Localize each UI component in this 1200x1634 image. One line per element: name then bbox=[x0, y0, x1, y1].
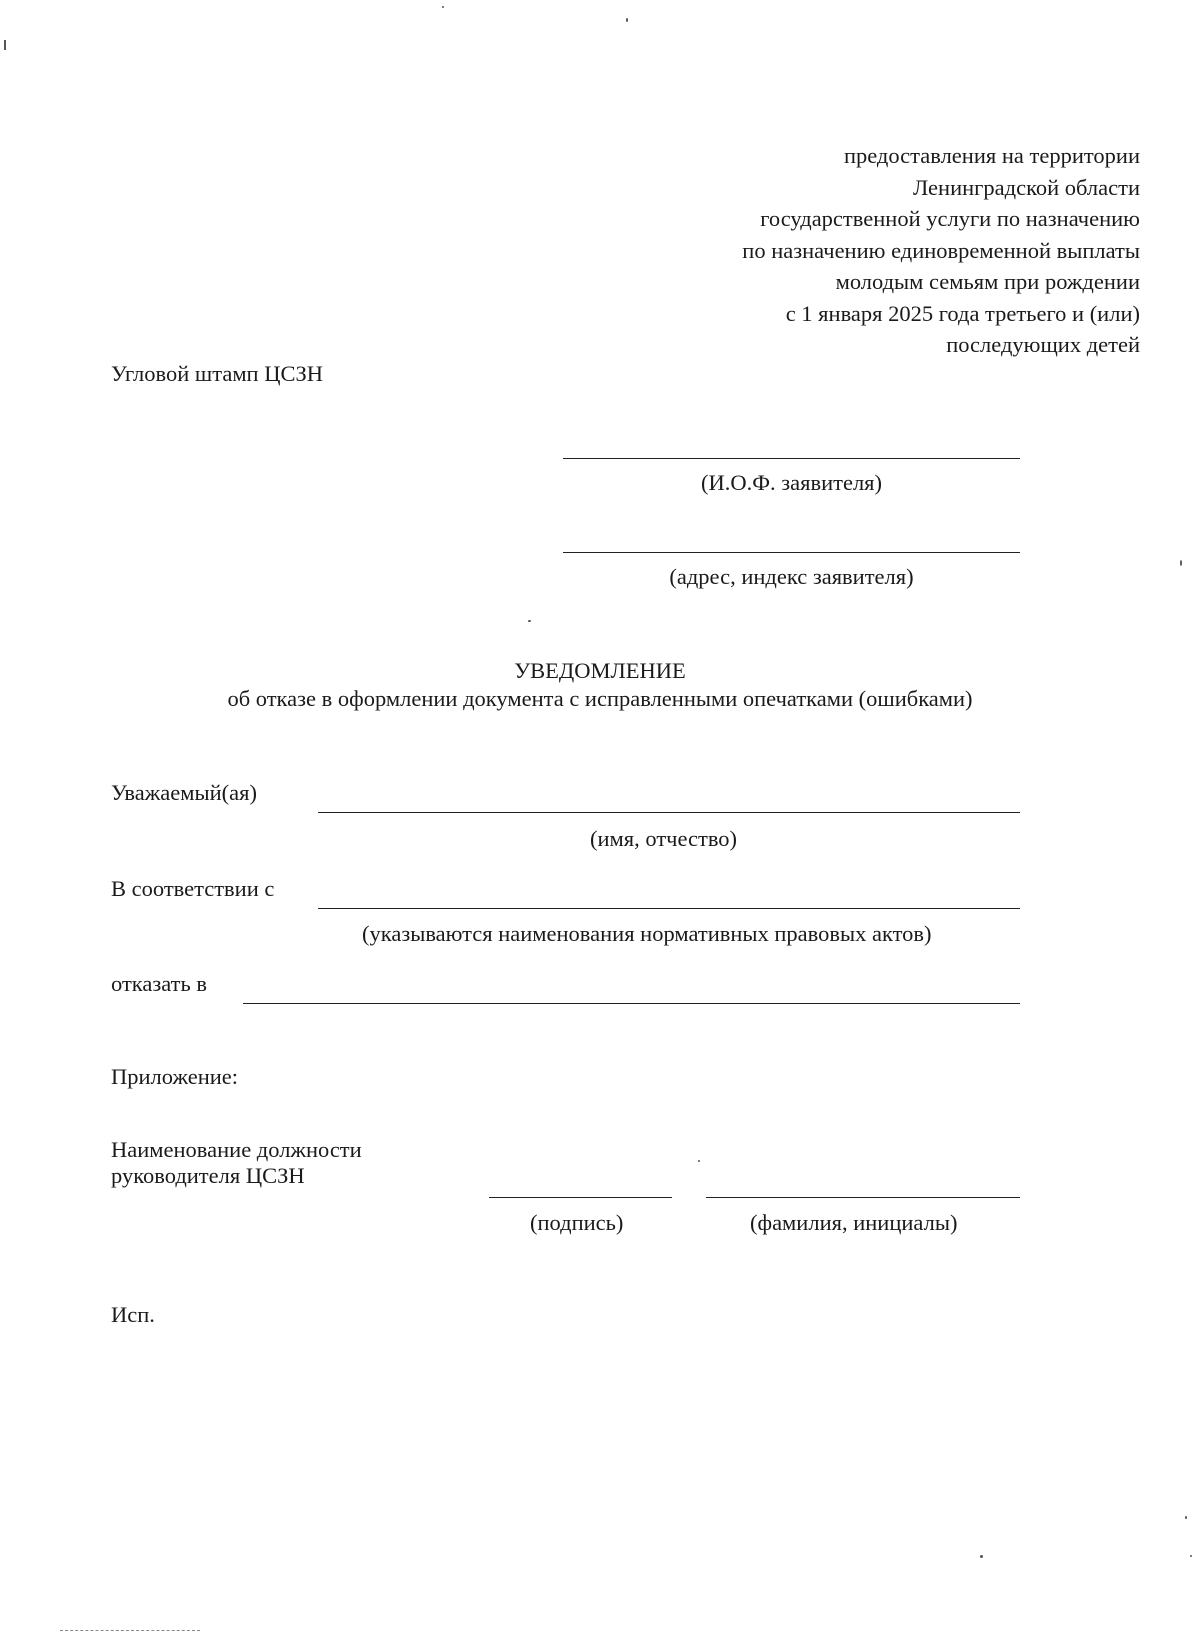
applicant-name-line bbox=[563, 458, 1020, 459]
document-subtitle: об отказе в оформлении документа с исправленными опечатками (ошибками) bbox=[227, 686, 973, 711]
scan-speck bbox=[442, 6, 444, 8]
scan-speck bbox=[528, 620, 531, 622]
basis-label: В соответствии с bbox=[111, 876, 275, 901]
greeting-line bbox=[318, 812, 1020, 813]
scan-speck bbox=[1180, 560, 1182, 566]
refuse-line bbox=[243, 1003, 1020, 1004]
regulation-line: предоставления на территории bbox=[843, 143, 1140, 168]
regulation-line: государственной услуги по назначению bbox=[760, 206, 1140, 231]
regulation-line: Ленинградской области bbox=[912, 174, 1140, 200]
regulation-line: с 1 января 2025 года третьего и (или) bbox=[785, 300, 1140, 326]
name-initials-line bbox=[706, 1197, 1020, 1198]
position-title-line2: руководителя ЦСЗН bbox=[111, 1163, 305, 1188]
document-title: УВЕДОМЛЕНИЕ bbox=[514, 658, 686, 683]
scan-speck bbox=[698, 1160, 700, 1162]
applicant-address-line bbox=[563, 552, 1020, 553]
regulation-line: молодым семьям при рождении bbox=[835, 269, 1140, 294]
position-title-line1: Наименование должности bbox=[111, 1137, 362, 1162]
scan-edge-mark bbox=[60, 1630, 200, 1631]
signature-line bbox=[489, 1197, 672, 1198]
name-initials-caption: (фамилия, инициалы) bbox=[750, 1210, 958, 1235]
corner-stamp-label: Угловой штамп ЦСЗН bbox=[111, 361, 324, 386]
attachment-label: Приложение: bbox=[111, 1064, 239, 1089]
scan-speck bbox=[4, 40, 6, 50]
scan-speck bbox=[626, 18, 628, 22]
scan-speck bbox=[1190, 1555, 1192, 1557]
regulation-reference bbox=[742, 140, 1140, 361]
signature-caption: (подпись) bbox=[530, 1210, 624, 1235]
greeting-caption: (имя, отчество) bbox=[590, 826, 738, 851]
executor-label: Исп. bbox=[111, 1302, 155, 1327]
greeting-label: Уважаемый(ая) bbox=[111, 780, 257, 805]
scan-speck bbox=[980, 1555, 983, 1558]
regulation-line: последующих детей bbox=[946, 332, 1140, 357]
scan-speck bbox=[1185, 1516, 1187, 1519]
applicant-address-caption: (адрес, индекс заявителя) bbox=[669, 564, 914, 589]
applicant-name-caption: (И.О.Ф. заявителя) bbox=[700, 470, 883, 495]
basis-line bbox=[318, 908, 1020, 909]
regulation-line: по назначению единовременной выплаты bbox=[742, 237, 1140, 263]
basis-caption: (указываются наименования нормативных правовых актов) bbox=[362, 921, 932, 946]
refuse-label: отказать в bbox=[111, 971, 207, 996]
